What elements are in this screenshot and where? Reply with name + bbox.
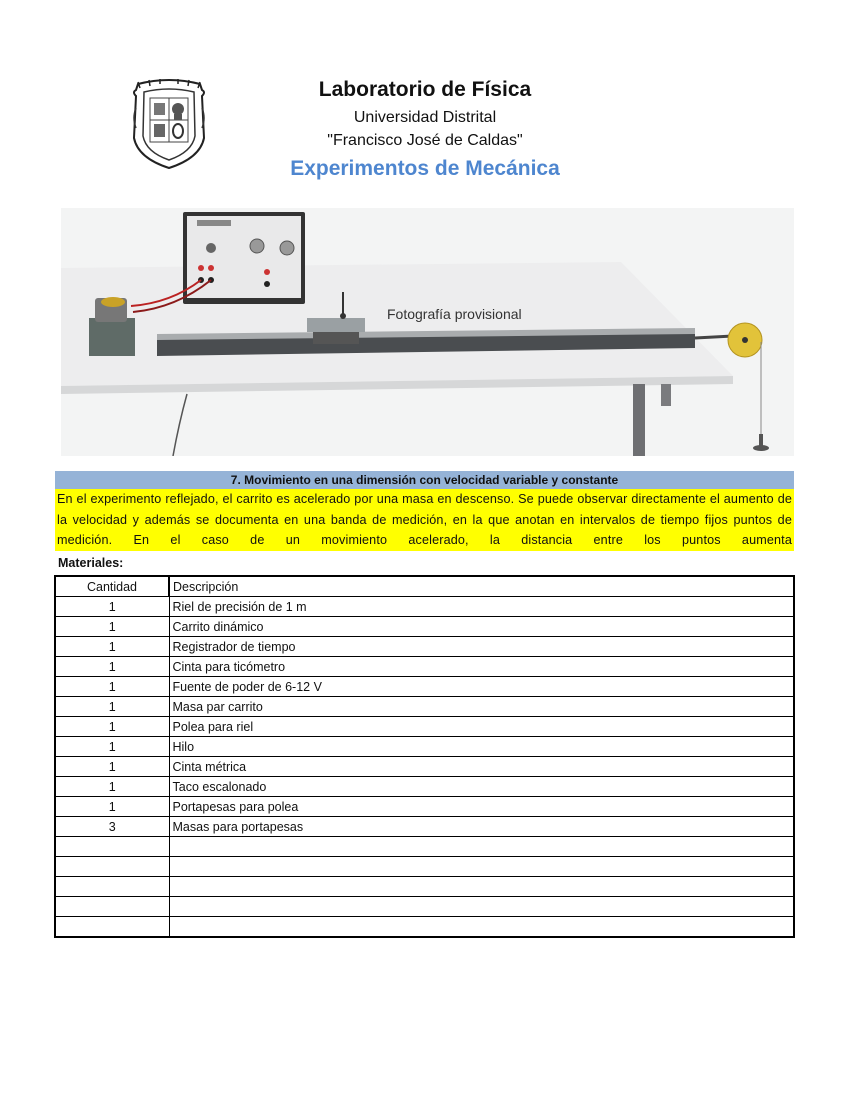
- description-cell: Fuente de poder de 6-12 V: [169, 677, 794, 697]
- table-row: [55, 877, 794, 897]
- quantity-cell: [55, 857, 169, 877]
- table-row: [55, 837, 794, 857]
- quantity-cell: 1: [55, 777, 169, 797]
- quantity-cell: [55, 837, 169, 857]
- table-row: [55, 917, 794, 938]
- quantity-cell: [55, 897, 169, 917]
- quantity-cell: 1: [55, 657, 169, 677]
- table-row: [55, 817, 794, 837]
- materials-table: [54, 575, 795, 938]
- description-cell: [169, 837, 794, 857]
- quantity-cell: 1: [55, 757, 169, 777]
- table-row: [55, 697, 794, 717]
- description-cell: Portapesas para polea: [169, 797, 794, 817]
- experiment-title: 7. Movimiento en una dimensión con velocidad variable y constante: [55, 471, 794, 489]
- description-cell: Carrito dinámico: [169, 617, 794, 637]
- description-cell: Cinta para ticómetro: [169, 657, 794, 677]
- photo-caption: Fotografía provisional: [387, 306, 522, 322]
- description-cell: Taco escalonado: [169, 777, 794, 797]
- table-row: [55, 617, 794, 637]
- description-cell: [169, 877, 794, 897]
- table-row: [55, 717, 794, 737]
- apparatus-photo: [61, 208, 794, 456]
- description-cell: Riel de precisión de 1 m: [169, 597, 794, 617]
- table-row: [55, 737, 794, 757]
- quantity-cell: 1: [55, 737, 169, 757]
- table-row: [55, 637, 794, 657]
- quantity-cell: 1: [55, 677, 169, 697]
- table-header-row: [55, 576, 794, 597]
- page-title: Laboratorio de Física: [318, 78, 532, 101]
- description-cell: [169, 917, 794, 938]
- university-label: Universidad Distrital: [353, 109, 497, 126]
- section-title: Experimentos de Mecánica: [290, 157, 560, 180]
- description-cell: Polea para riel: [169, 717, 794, 737]
- description-cell: [169, 897, 794, 917]
- quantity-cell: 1: [55, 717, 169, 737]
- table-row: [55, 677, 794, 697]
- quantity-cell: 1: [55, 697, 169, 717]
- column-header-description: Descripción: [169, 576, 794, 597]
- table-row: [55, 657, 794, 677]
- quantity-cell: 3: [55, 817, 169, 837]
- description-cell: Cinta métrica: [169, 757, 794, 777]
- experiment-description: En el experimento reflejado, el carrito es acelerado por una masa en descenso. Se puede observar directamente el aumento de la velocidad y además se documenta en una banda de medición, en la que anotan en intervalos de tiempo fijos puntos de medición. En el caso de un movimiento acelerado, la distancia entre los puntos aumenta: [55, 489, 794, 551]
- table-row: [55, 897, 794, 917]
- quantity-cell: 1: [55, 597, 169, 617]
- table-row: [55, 797, 794, 817]
- materials-label: Materiales:: [58, 556, 124, 570]
- table-row: [55, 757, 794, 777]
- description-cell: Masa par carrito: [169, 697, 794, 717]
- description-cell: Registrador de tiempo: [169, 637, 794, 657]
- description-cell: Hilo: [169, 737, 794, 757]
- column-header-quantity: Cantidad: [55, 576, 169, 597]
- quantity-cell: [55, 917, 169, 938]
- quantity-cell: [55, 877, 169, 897]
- table-row: [55, 597, 794, 617]
- table-row: [55, 857, 794, 877]
- quantity-cell: 1: [55, 637, 169, 657]
- description-cell: Masas para portapesas: [169, 817, 794, 837]
- university-name: "Francisco José de Caldas": [327, 132, 523, 149]
- table-row: [55, 777, 794, 797]
- quantity-cell: 1: [55, 617, 169, 637]
- quantity-cell: 1: [55, 797, 169, 817]
- description-cell: [169, 857, 794, 877]
